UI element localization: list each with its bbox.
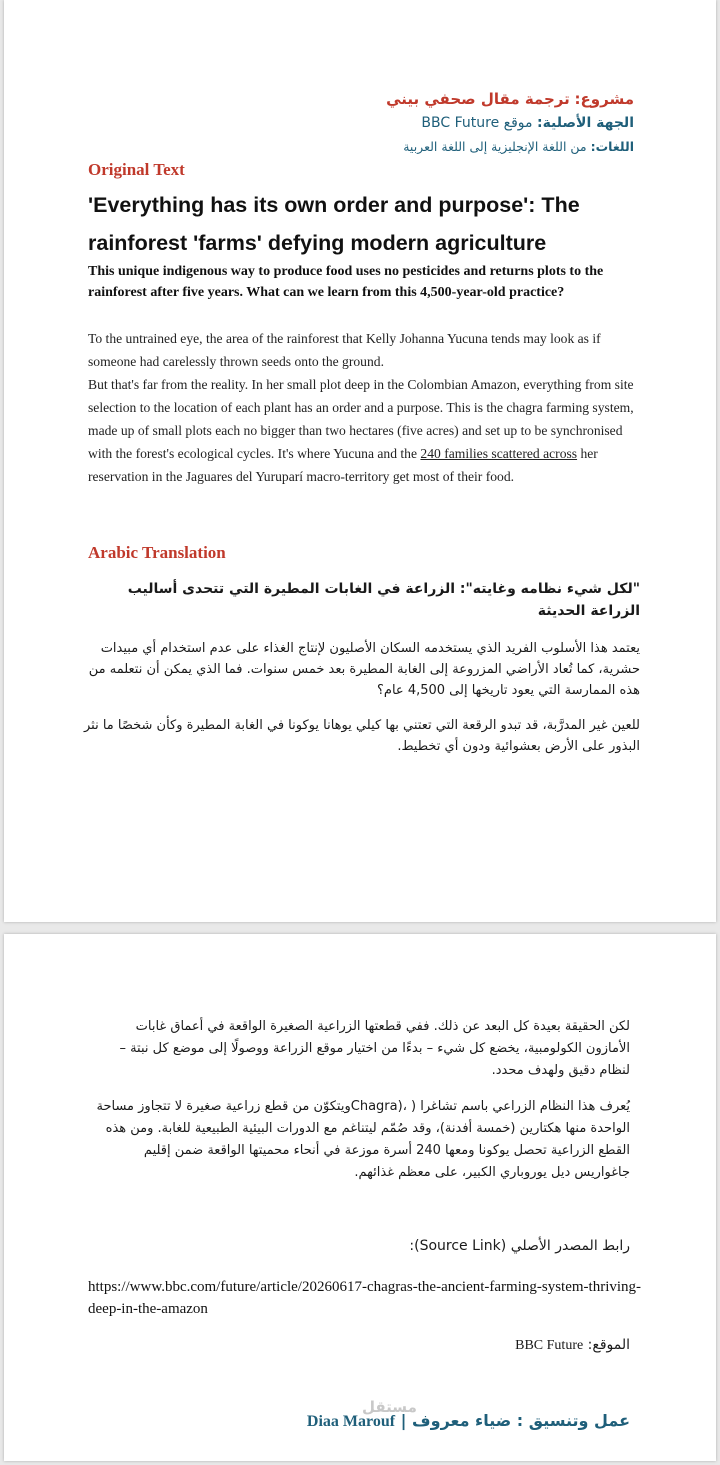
site-label: الموقع: [587, 1337, 630, 1353]
translation-section-title: Arabic Translation [88, 543, 226, 562]
article-subtitle: This unique indigenous way to produce food uses no pesticides and returns plots to the rainforest after five years. What can we learn from this 4,500-year-old practice? [88, 264, 604, 300]
source-line [74, 112, 634, 134]
arabic-paragraph-3: لكن الحقيقة بعيدة كل البعد عن ذلك. ففي قطعتها الزراعية الصغيرة الواقعة في أعماق غابات الأمازون الكولومبية، يخضع كل شيء – بدءًا من اختيار موقع الزراعة ووصولًا إلى موضع كل نبتة – لنظام دقيق ولهدف محدد. [119, 1019, 630, 1078]
arabic-paragraph-4: يُعرف هذا النظام الزراعي باسم تشاغرا ( ،(Chagraويتكوّن من قطع زراعية صغيرة لا تتجاوز مساحة الواحدة منها هكتارين (خمسة أفدنة)، وقد صُمّم ليتناغم مع الدورات البيئية الطبيعية للغابة. ومن هذه القطع الزراعية تحصل يوكونا ومعها 240 أسرة موزعة في أنحاء محميتها الواقعة ضمن إقليم جاغواريس ديل يوروباري الكبير، على معظم غذائهم. [96, 1099, 630, 1180]
languages-label: اللغات: [590, 139, 634, 154]
source-value: موقع BBC Future [421, 115, 533, 131]
arabic-body-page-2 [90, 1016, 630, 1184]
project-label: مشروع: [574, 90, 634, 108]
arabic-paragraph-2: للعين غير المدرَّبة، قد تبدو الرقعة التي تعتني بها كيلي يوهانا يوكونا في الغابة المطيرة وكأن شخصًا ما نثر البذور على الأرض بعشوائية ودون أي تخطيط. [84, 718, 640, 754]
credit-name-ar: ضياء معروف [412, 1411, 512, 1430]
credit-label: عمل وتنسيق : [516, 1411, 630, 1430]
watermark-logo: مستقل [362, 1398, 417, 1416]
document-page-2 [4, 934, 716, 1461]
original-paragraph-2: But that's far from the reality. In her small plot deep in the Colombian Amazon, everything from site selection to the location of each plant has an order and a purpose. This is the chagra farming system, made up of small plots each no bigger than two hectares (five acres) and set up to be synchronised with the forest's ecological cycles. It's where Yucuna and the 240 families scattered across her reservation in the Jaguares del Yuruparí macro-territory get most of their food. [88, 377, 634, 484]
arabic-body-page-1 [80, 638, 640, 757]
site-value: BBC Future [515, 1338, 584, 1353]
credit-line [70, 1411, 630, 1431]
article-title: 'Everything has its own order and purpose': The rainforest 'farms' defying modern agriculture [88, 193, 580, 255]
project-value: ترجمة مقال صحفي بيني [386, 90, 570, 108]
source-label: الجهة الأصلية: [536, 115, 634, 131]
languages-value: من اللغة الإنجليزية إلى اللغة العربية [403, 139, 587, 154]
arabic-paragraph-1: يعتمد هذا الأسلوب الفريد الذي يستخدمه السكان الأصليون لإنتاج الغذاء على عدم استخدام أي مبيدات حشرية، كما تُعاد الأراضي المزروعة إلى الغابة المطيرة بعد خمس سنوات. فما الذي يمكن أن نتعلمه من هذه الممارسة التي يعود تاريخها إلى 4,500 عام؟ [88, 641, 640, 698]
arabic-title: "لكل شيء نظامه وغايته": الزراعة في الغابات المطيرة التي تتحدى أساليب الزراعة الحديثة [127, 581, 640, 619]
original-paragraph-1: To the untrained eye, the area of the rainforest that Kelly Johanna Yucuna tends may look as if someone had carelessly thrown seeds onto the ground. [88, 331, 601, 369]
source-link-label: رابط المصدر الأصلي (Source Link): [409, 1238, 630, 1254]
source-url[interactable]: https://www.bbc.com/future/article/20260617-chagras-the-ancient-farming-system-thriving-deep-in-the-amazon [88, 1279, 642, 1317]
document-page-1 [4, 0, 716, 922]
languages-line [74, 136, 634, 158]
credit-name-en: Diaa Marouf [306, 1413, 396, 1430]
credit-separator: | [400, 1411, 407, 1430]
project-line [74, 88, 634, 110]
original-body [88, 327, 638, 488]
families-link[interactable]: 240 families scattered across [420, 446, 578, 461]
site-line [90, 1337, 630, 1354]
original-section-title: Original Text [88, 160, 185, 179]
